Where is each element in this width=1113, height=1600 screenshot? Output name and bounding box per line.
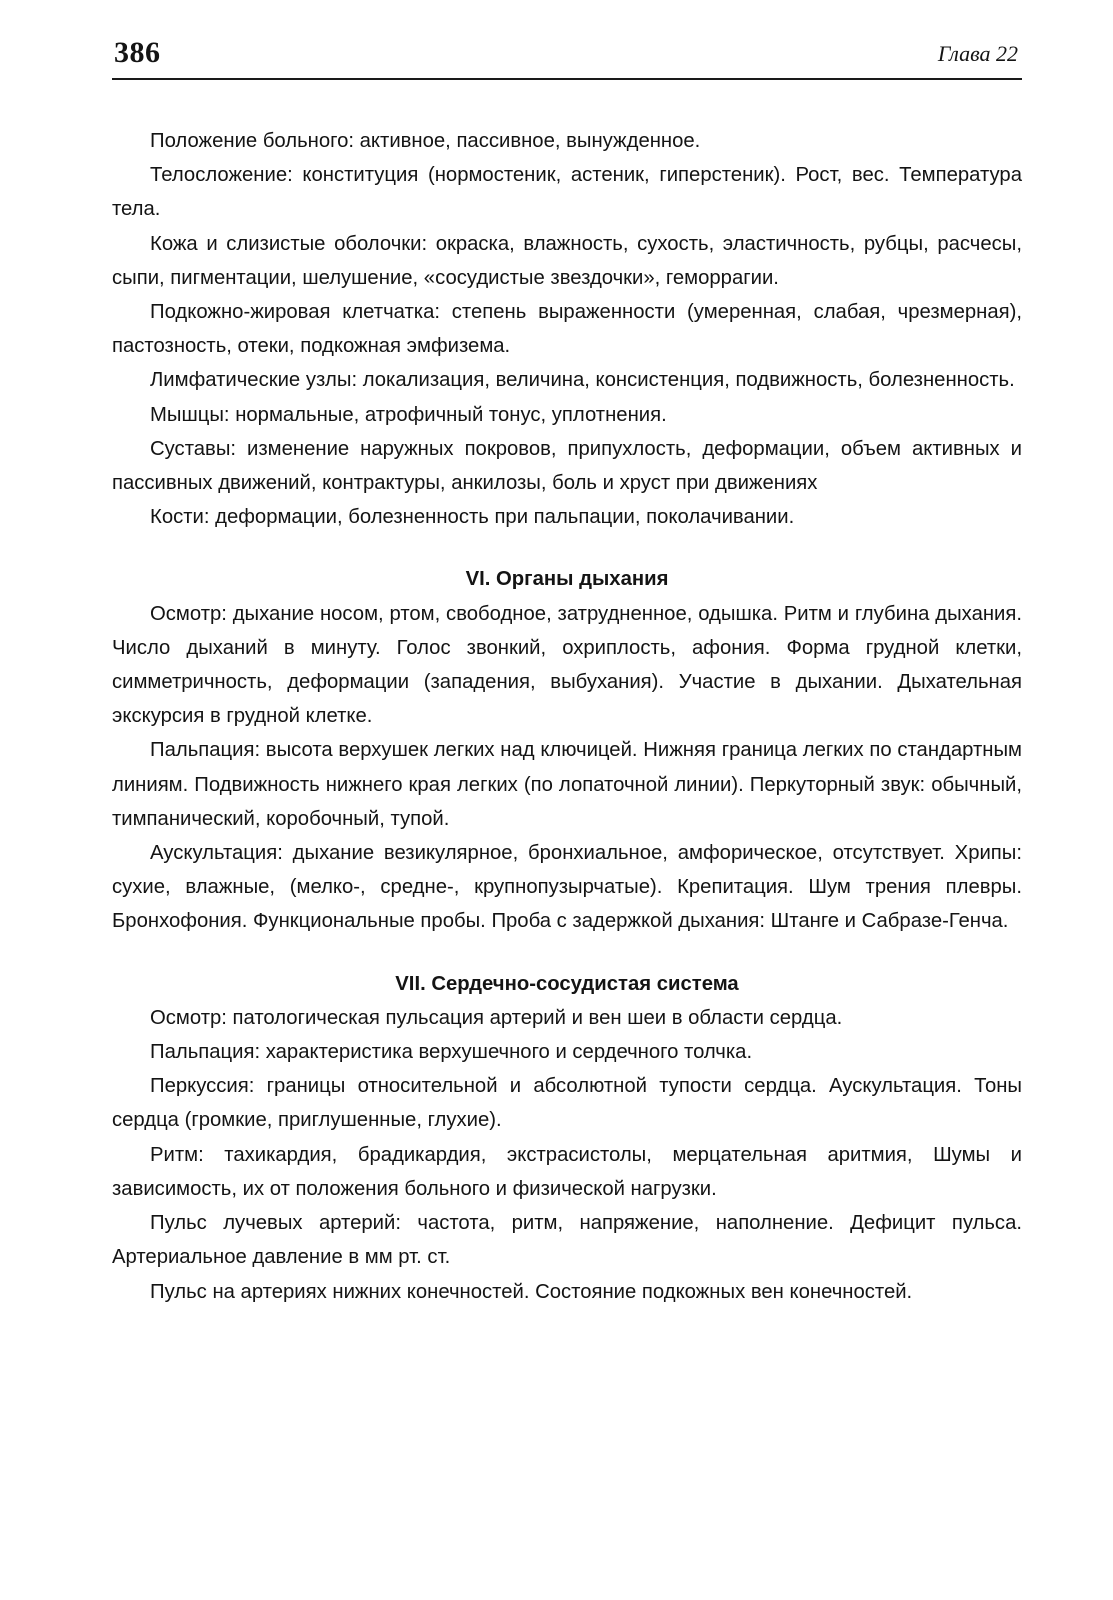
paragraph-cardio-rhythm: Ритм: тахикардия, брадикардия, экстрасистолы, мерцательная аритмия, Шумы и зависимость, их от положения больного и физической нагрузки. (112, 1143, 1022, 1200)
chapter-title: Глава 22 (937, 41, 1018, 66)
paragraph-body-build: Телосложение: конституция (нормостеник, астеник, гиперстеник). Рост, вес. Температура тела. (112, 164, 1022, 221)
running-head (112, 34, 1022, 80)
paragraph-respiratory-palpation: Пальпация: высота верхушек легких над ключицей. Нижняя граница легких по стандартным линиям. Подвижность нижнего края легких (по лопаточной линии). Перкуторный звук: обычный, тимпанический, коробочный, тупой. (112, 739, 1022, 830)
page-body (112, 124, 1022, 1309)
book-page (112, 34, 1022, 1574)
paragraph-respiratory-inspection: Осмотр: дыхание носом, ртом, свободное, затрудненное, одышка. Ритм и глубина дыхания. Число дыханий в минуту. Голос звонкий, охриплость, афония. Форма грудной клетки, симметричность, деформации (западения, выбухания). Участие в дыхании. Дыхательная экскурсия в грудной клетке. (112, 602, 1022, 728)
paragraph-subcutaneous-fat: Подкожно-жировая клетчатка: степень выраженности (умеренная, слабая, чрезмерная), пастозность, отеки, подкожная эмфизема. (112, 301, 1022, 358)
paragraph-respiratory-auscultation: Аускультация: дыхание везикулярное, бронхиальное, амфорическое, отсутствует. Хрипы: сухие, влажные, (мелко-, средне-, крупнопузырчатые). Крепитация. Шум трения плевры. Бронхофония. Функциональные пробы. Проба с задержкой дыхания: Штанге и Сабразе-Генча. (112, 842, 1022, 933)
paragraph-skin: Кожа и слизистые оболочки: окраска, влажность, сухость, эластичность, рубцы, расчесы, сыпи, пигментации, шелушение, «сосудистые звездочки», геморрагии. (112, 232, 1022, 289)
paragraph-cardio-percussion: Перкуссия: границы относительной и абсолютной тупости сердца. Аускультация. Тоны сердца (громкие, приглушенные, глухие). (112, 1075, 1022, 1132)
section-heading-respiratory: VI. Органы дыхания (465, 568, 669, 591)
section-heading-cardiovascular: VII. Сердечно-сосудистая система (395, 972, 739, 995)
paragraph-cardio-palpation: Пальпация: характеристика верхушечного и сердечного толчка. (150, 1041, 753, 1064)
paragraph-bones: Кости: деформации, болезненность при пальпации, поколачивании. (150, 506, 795, 529)
page-number: 386 (114, 36, 161, 69)
paragraph-joints: Суставы: изменение наружных покровов, припухлость, деформации, объем активных и пассивных движений, контрактуры, анкилозы, боль и хруст при движениях (112, 437, 1022, 495)
paragraph-cardio-lower-limb-pulse: Пульс на артериях нижних конечностей. Состояние подкожных вен конечностей. (150, 1280, 913, 1303)
paragraph-patient-position: Положение больного: активное, пассивное, вынужденное. (150, 130, 701, 152)
paragraph-lymph-nodes: Лимфатические узлы: локализация, величина, консистенция, подвижность, болезненность. (150, 369, 1015, 392)
paragraph-cardio-inspection: Осмотр: патологическая пульсация артерий и вен шеи в области сердца. (150, 1006, 843, 1029)
paragraph-muscles: Мышцы: нормальные, атрофичный тонус, уплотнения. (150, 403, 667, 426)
paragraph-cardio-radial-pulse: Пульс лучевых артерий: частота, ритм, напряжение, наполнение. Дефицит пульса. Артериальное давление в мм рт. ст. (112, 1212, 1022, 1269)
